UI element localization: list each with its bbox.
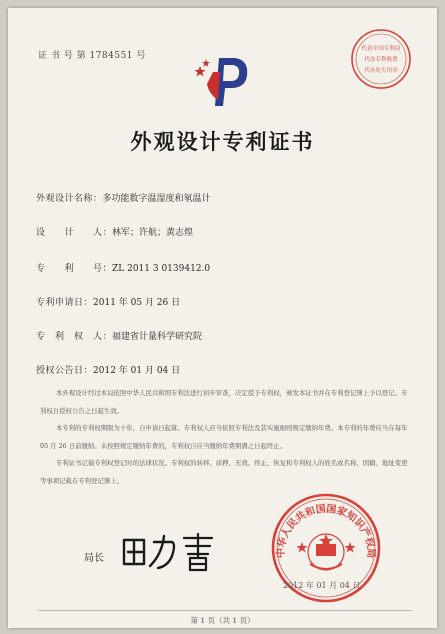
field-label: 授权公告日： — [36, 366, 94, 376]
field-grant-date — [36, 363, 180, 376]
field-patentee — [36, 329, 202, 342]
page-number: 第 1 页（共 1 页） — [190, 616, 255, 625]
field-design-name — [36, 191, 211, 204]
field-application-date — [36, 295, 180, 308]
field-label: 外观设计名称： — [36, 194, 103, 204]
corner-seal-line-1: 代表中国专利局 — [361, 46, 401, 52]
corner-seal-line-2: 代办专利收费 — [364, 57, 398, 63]
field-value: 福建省计量科学研究院 — [112, 332, 203, 342]
field-value: ZL 2011 3 0139412.0 — [112, 264, 211, 274]
seal-arc-text: 中华人民共和国国家知识产权局 — [275, 503, 377, 559]
patent-office-logo-icon — [193, 54, 251, 110]
certificate-number: 证 书 号 第 1784551 号 — [38, 51, 146, 61]
field-label: 专利申请日： — [36, 298, 94, 308]
field-value: 林军；许航；黄志煌 — [112, 228, 194, 238]
body-paragraph: 本外观设计经过本局依照中华人民共和国专利法进行初步审查，决定授予专利权，颁发本证书并在专利登记簿上予以登记。专利权自授权公告之日起生效。 — [40, 389, 408, 415]
field-value: 多功能数字温湿度和氡温计 — [102, 194, 211, 204]
corner-agency-seal — [350, 28, 412, 90]
page-title: 外观设计专利证书 — [130, 129, 315, 154]
body-paragraph: 专利证书记载专利权登记时的法律状况。专利权的转移、质押、无效、终止、恢复和专利权人的姓名或名称、国籍、地址变更等事项记载在专利登记簿上。 — [40, 459, 408, 485]
footer-divider — [38, 610, 412, 611]
field-label: 专 利 权 人： — [36, 332, 113, 342]
certificate-page — [8, 8, 437, 628]
field-designers — [36, 225, 193, 238]
director-signature — [114, 528, 224, 574]
body-paragraph: 本专利的专利权期限为十年，自申请日起算。专利权人应当依照专利法及其实施细则规定缴纳年费。本专利的年费应当在每年 05 月 26 日前缴纳。未按照规定缴纳年费的，专利权自应当缴纳年费期满之日起终止。 — [40, 424, 408, 450]
director-label: 局长 — [84, 553, 104, 564]
field-label: 专 利 号： — [36, 264, 113, 274]
field-value: 2011 年 05 月 26 日 — [93, 298, 181, 308]
corner-seal-line-3: 代办处专用章 — [364, 68, 398, 74]
seal-date: 2012 年 01 月 04 日 — [283, 581, 361, 590]
field-value: 2012 年 01 月 04 日 — [93, 366, 181, 376]
field-patent-number — [36, 261, 210, 274]
certificate-body-text — [40, 385, 412, 490]
field-label: 设 计 人： — [36, 228, 113, 238]
